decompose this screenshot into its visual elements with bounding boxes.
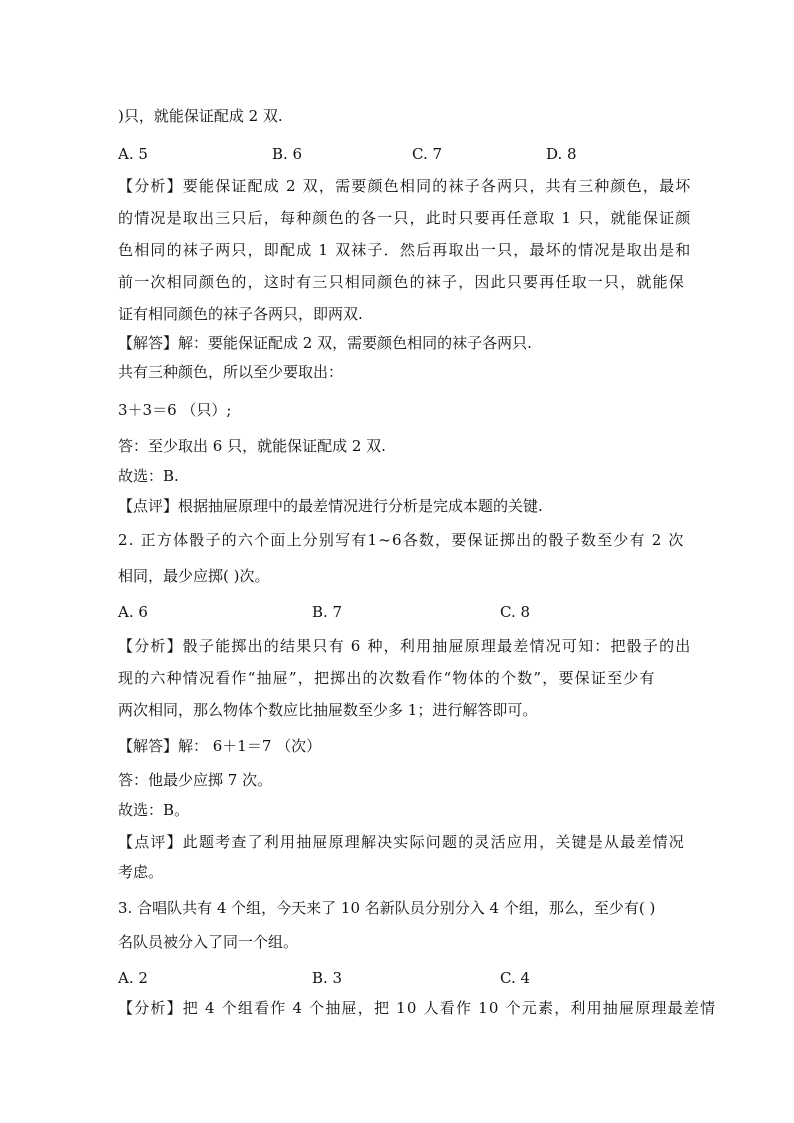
q2-analysis-line: 现的六种情况看作“抽屉”，把掷出的次数看作“物体的个数”，要保证至少有 (118, 669, 656, 687)
q1-analysis-line: 前一次相同颜色的，这时有三只相同颜色的袜子，因此只要再任取一只，就能保 (118, 273, 686, 291)
q1-solution-line: 共有三种颜色，所以至少要取出： (118, 363, 344, 381)
q1-analysis-line: 的情况是取出三只后，每种颜色的各一只，此时只要再任意取 1 只，就能保证颜 (118, 209, 692, 227)
q2-option-a: A. 6 (118, 603, 148, 621)
q2-solution-line: 答：他最少应掷 7 次。 (118, 771, 273, 789)
q2-option-b: B. 7 (312, 603, 343, 621)
q1-analysis-line: 【分析】要能保证配成 2 双，需要颜色相同的袜子各两只，共有三种颜色，最坏 (118, 177, 692, 195)
q3-stem-line: 名队员被分入了同一个组。 (118, 933, 299, 951)
q3-option-c: C. 4 (500, 969, 531, 987)
q1-solution-line: 答：至少取出 6 只，就能保证配成 2 双. (118, 437, 386, 455)
q1-solution-line: 【解答】解：要能保证配成 2 双，需要颜色相同的袜子各两只. (118, 334, 532, 352)
q3-option-b: B. 3 (312, 969, 343, 987)
q1-analysis-line: 色相同的袜子两只，即配成 1 双袜子．然后再取出一只，最坏的情况是取出是和 (118, 241, 692, 259)
q1-option-c: C. 7 (412, 145, 443, 163)
q2-comment-line: 【点评】此题考查了利用抽屉原理解决实际问题的灵活应用，关键是从最差情况 (118, 833, 686, 851)
q2-solution-line: 【解答】解： 6＋1＝7 （次） (118, 737, 322, 755)
q2-analysis-line: 【分析】骰子能掷出的结果只有 6 种，利用抽屉原理最差情况可知：把骰子的出 (118, 637, 692, 655)
q2-option-c: C. 8 (500, 603, 531, 621)
q1-option-a: A. 5 (118, 145, 148, 163)
q1-comment: 【点评】根据抽屉原理中的最差情况进行分析是完成本题的关键. (118, 497, 543, 515)
q1-solution-line: 3＋3＝6 （只）; (118, 401, 232, 419)
q3-analysis-line: 【分析】把 4 个组看作 4 个抽屉，把 10 人看作 10 个元素，利用抽屉原理最差情 (118, 999, 717, 1017)
q1-analysis-line: 证有相同颜色的袜子各两只，即两双. (118, 305, 363, 323)
q1-stem-tail: )只，就能保证配成 2 双. (118, 107, 283, 125)
q1-option-d: D. 8 (546, 145, 577, 163)
q3-option-a: A. 2 (118, 969, 148, 987)
q1-option-b: B. 6 (272, 145, 303, 163)
q1-solution-line: 故选：B. (118, 467, 179, 485)
q3-stem-line: 3. 合唱队共有 4 个组，今天来了 10 名新队员分别分入 4 个组，那么，至少有( ) (118, 899, 656, 917)
q2-comment-line: 考虑。 (118, 863, 164, 881)
q2-stem-line: 相同，最少应掷( )次。 (118, 567, 270, 585)
q2-stem-line: 2. 正方体骰子的六个面上分别写有1~6各数，要保证掷出的骰子数至少有 2 次 (118, 531, 685, 549)
q2-analysis-line: 两次相同，那么物体个数应比抽屉数至少多 1；进行解答即可。 (118, 701, 538, 719)
q2-solution-line: 故选：B。 (118, 801, 190, 819)
